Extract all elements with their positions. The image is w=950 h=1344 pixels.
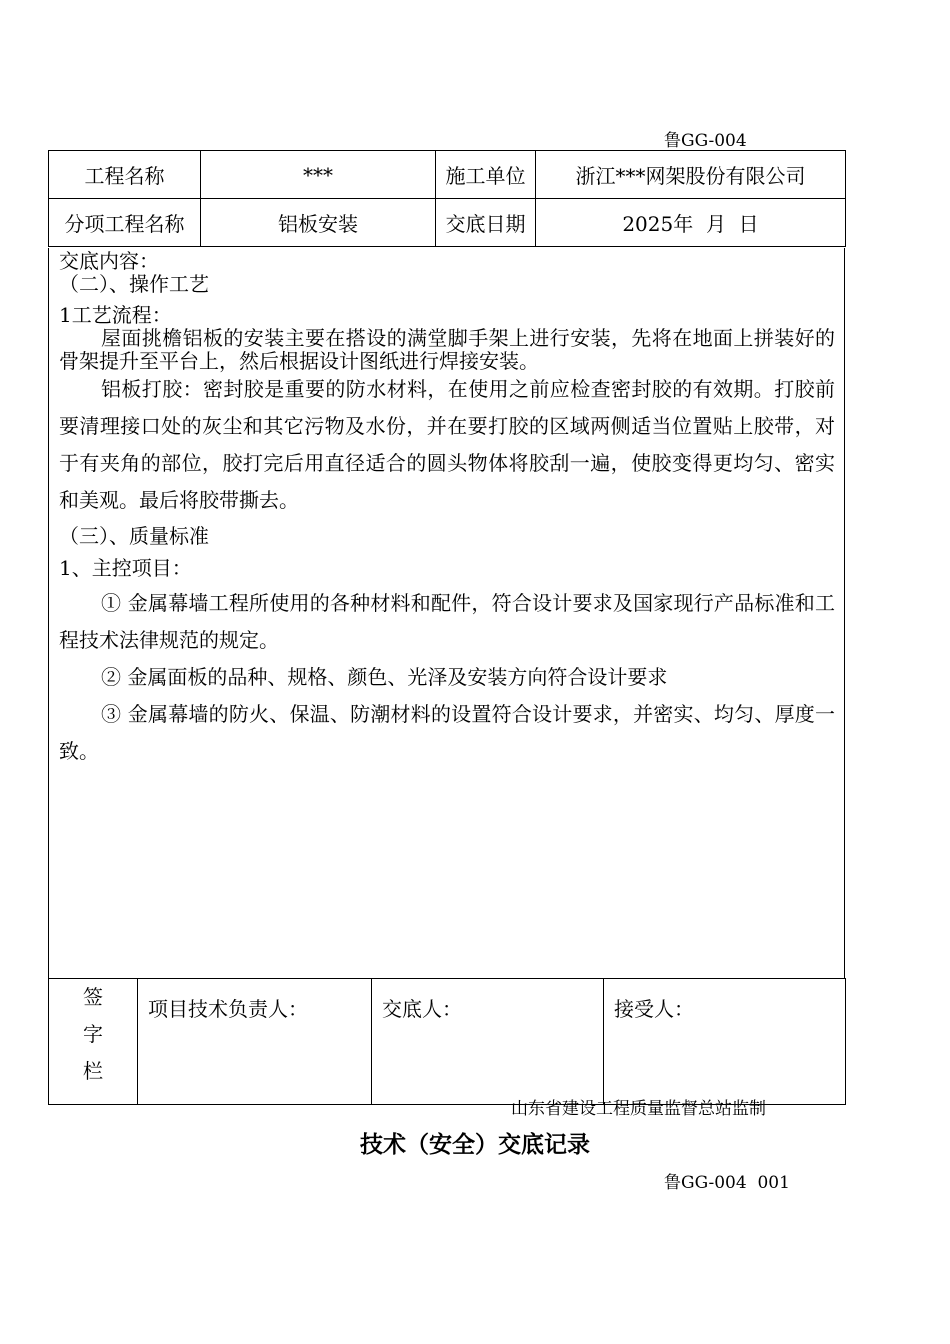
header-row-2 (49, 199, 846, 247)
signature-char-3: 栏 (83, 1059, 103, 1083)
construction-unit-value: 浙江***网架股份有限公司 (536, 151, 846, 199)
sub-project-label: 分项工程名称 (49, 199, 201, 247)
presenter-signature: 交底人： (372, 979, 604, 1105)
footer-org: 山东省建设工程质量监督总站监制 (511, 1099, 766, 1119)
item-2: ② 金属面板的品种、规格、颜色、光泽及安装方向符合设计要求 (101, 665, 668, 689)
item-1: ① 金属幕墙工程所使用的各种材料和配件，符合设计要求及国家现行产品标准和工程技术法律规范的规定。 (59, 591, 835, 652)
para-2: 铝板打胶：密封胶是重要的防水材料，在使用之前应检查密封胶的有效期。打胶前要清理接口处的灰尘和其它污物及水份，并在要打胶的区域两侧适当位置贴上胶带，对于有夹角的部位，胶打完后用直径适合的圆头物体将胶刮一遍，使胶变得更均匀、密实和美观。最后将胶带撕去。 (59, 377, 835, 512)
header-row-1 (49, 151, 846, 199)
signature-char-2: 字 (83, 1022, 103, 1046)
process-title: 1工艺流程： (59, 303, 172, 327)
project-name-label: 工程名称 (49, 151, 201, 199)
section3-title: （三）、质量标准 (59, 524, 209, 548)
form-code-top: 鲁GG-004 (664, 131, 747, 151)
content-box (48, 248, 845, 978)
next-page-title: 技术（安全）交底记录 (360, 1131, 590, 1158)
form-code-bottom: 鲁GG-004 001 (664, 1173, 790, 1193)
construction-unit-label: 施工单位 (436, 151, 536, 199)
para-1: 屋面挑檐铝板的安装主要在搭设的满堂脚手架上进行安装，先将在地面上拼装好的骨架提升至平台上，然后根据设计图纸进行焊接安装。 (59, 326, 835, 373)
section2-title: （二）、操作工艺 (59, 272, 209, 296)
signature-char-1: 签 (83, 985, 103, 1009)
date-label: 交底日期 (436, 199, 536, 247)
signature-column-label (49, 979, 138, 1105)
signature-table (48, 978, 846, 1105)
header-table (48, 150, 846, 247)
sub-project-value: 铝板安装 (201, 199, 436, 247)
content-label: 交底内容： (59, 249, 159, 273)
item-3: ③ 金属幕墙的防火、保温、防潮材料的设置符合设计要求，并密实、均匀、厚度一致。 (59, 702, 835, 763)
receiver-signature: 接受人： (604, 979, 846, 1105)
date-value: 2025年 月 日 (536, 199, 846, 247)
content-body (59, 250, 835, 770)
main-items-title: 1、主控项目： (59, 556, 192, 580)
signature-row (49, 979, 846, 1105)
project-name-value: *** (201, 151, 436, 199)
tech-lead-signature: 项目技术负责人： (138, 979, 372, 1105)
